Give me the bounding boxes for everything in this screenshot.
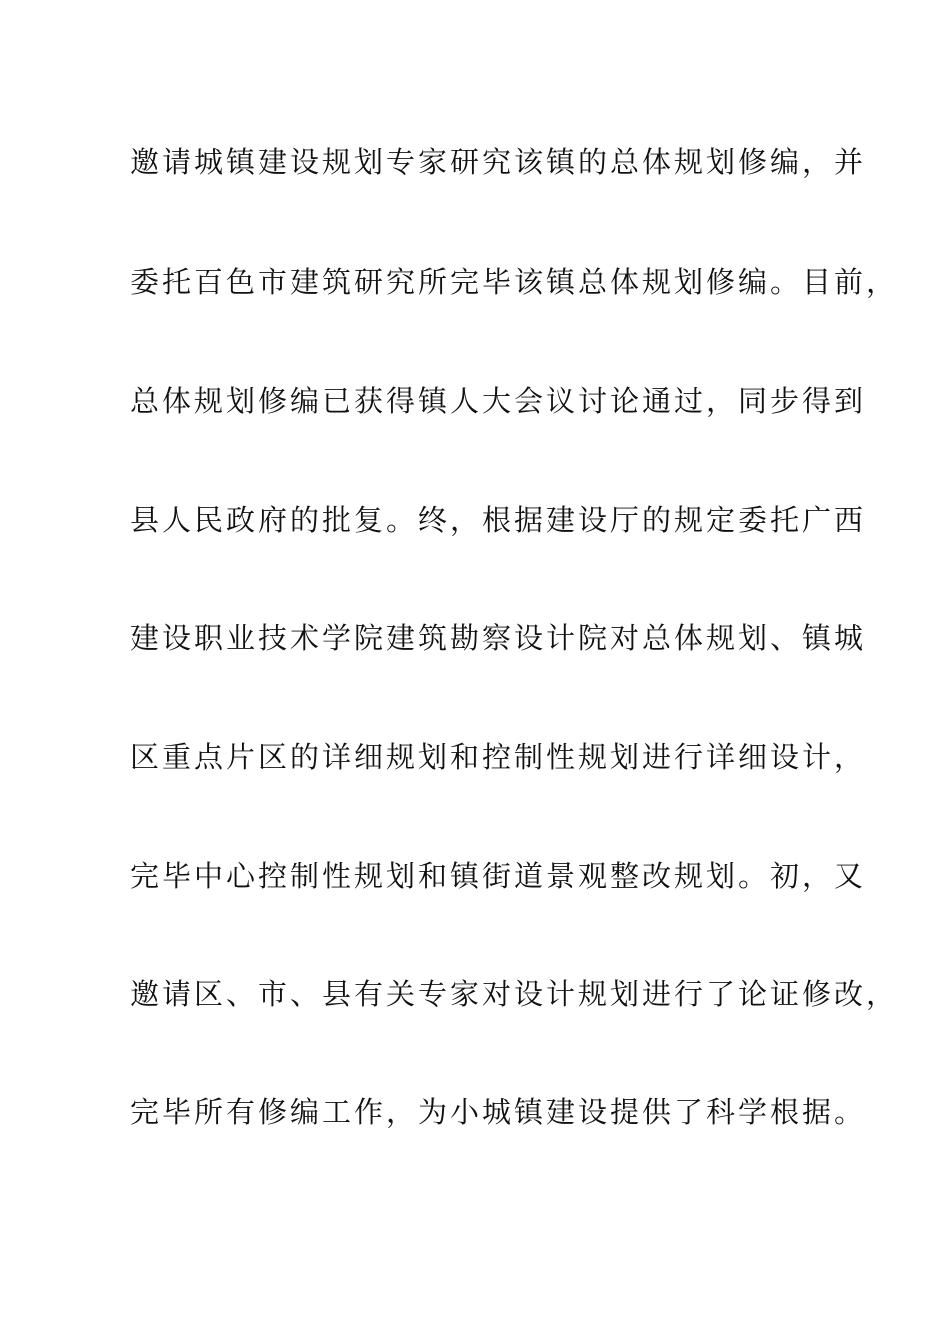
text-line: 委托百色市建筑研究所完毕该镇总体规划修编。目前， (130, 265, 899, 299)
text-line: 县人民政府的批复。终，根据建设厅的规定委托广西 (130, 503, 867, 537)
text-line: 邀请城镇建设规划专家研究该镇的总体规划修编，并 (130, 145, 867, 179)
text-line: 完毕所有修编工作，为小城镇建设提供了科学根据。 (130, 1095, 867, 1129)
text-line: 建设职业技术学院建筑勘察设计院对总体规划、镇城 (130, 621, 867, 655)
text-line: 完毕中心控制性规划和镇街道景观整改规划。初，又 (130, 859, 867, 893)
text-line: 区重点片区的详细规划和控制性规划进行详细设计， (130, 740, 867, 774)
text-line: 邀请区、市、县有关专家对设计规划进行了论证修改， (130, 977, 899, 1011)
text-line: 总体规划修编已获得镇人大会议讨论通过，同步得到 (130, 384, 867, 418)
